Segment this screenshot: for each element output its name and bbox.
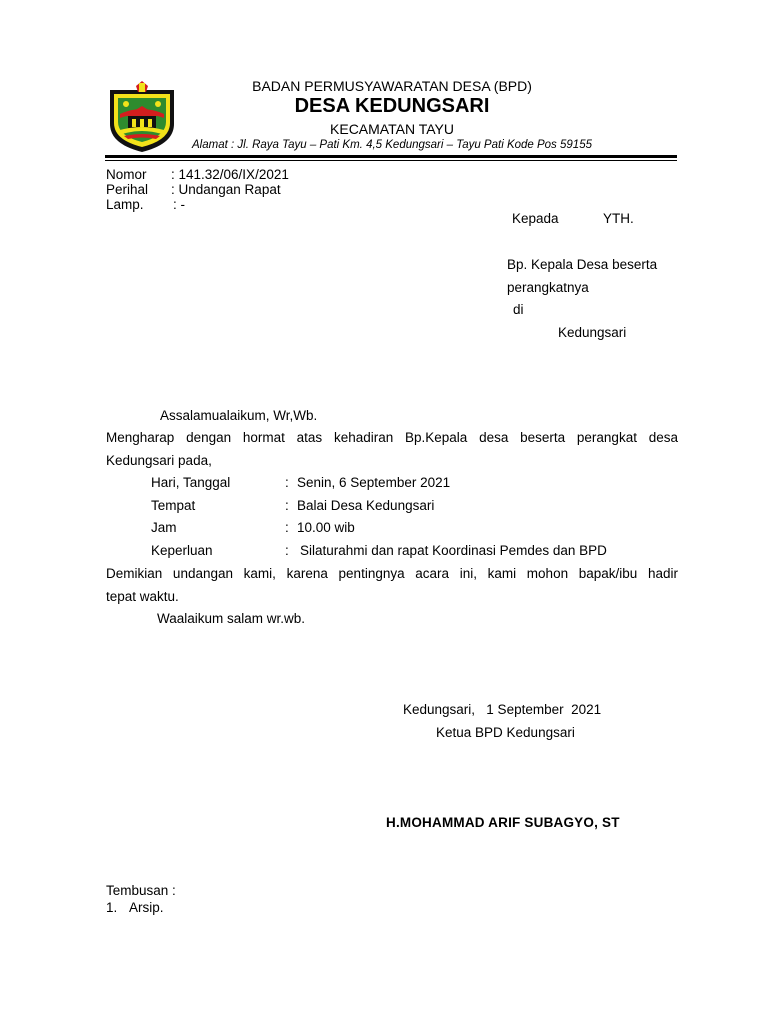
detail-label-time: Jam [151,520,177,535]
detail-colon: : [285,498,289,513]
paragraph1-line1: Mengharap dengan hormat atas kehadiran Bp.Kepala desa beserta perangkat desa [106,430,678,445]
recipient-line2: perangkatnya [507,280,589,295]
recipient-place: Kedungsari [558,325,627,340]
detail-colon: : [285,520,289,535]
recipient-yth: YTH. [603,211,634,226]
detail-value-place: Balai Desa Kedungsari [297,498,435,513]
letterhead-address: Alamat : Jl. Raya Tayu – Pati Km. 4,5 Kedungsari – Tayu Pati Kode Pos 59155 [192,139,592,151]
cc-label: Tembusan : [106,883,176,898]
detail-colon: : [285,475,289,490]
signature-title: Ketua BPD Kedungsari [436,725,575,740]
detail-label-day: Hari, Tanggal [151,475,231,490]
letterhead-org: BADAN PERMUSYAWARATAN DESA (BPD) [252,78,532,94]
signature-place-date: Kedungsari, 1 September 2021 [403,702,602,717]
lamp-value: : - [173,197,185,212]
detail-value-time: 10.00 wib [297,520,355,535]
recipient-kepada: Kepada [512,211,559,226]
paragraph1-line2: Kedungsari pada, [106,453,212,468]
letterhead-village: DESA KEDUNGSARI [294,95,490,117]
letterhead-rule-thick [105,155,677,158]
cc-item-text: Arsip. [129,900,164,915]
signature-name: H.MOHAMMAD ARIF SUBAGYO, ST [386,815,620,830]
recipient-di: di [513,302,524,317]
closing-salam: Waalaikum salam wr.wb. [157,611,306,626]
detail-label-purpose: Keperluan [151,543,213,558]
cc-item-number: 1. [106,900,118,915]
detail-value-day: Senin, 6 September 2021 [297,475,451,490]
recipient-line1: Bp. Kepala Desa beserta [507,257,658,272]
nomor-label: Nomor [106,167,147,182]
detail-label-place: Tempat [151,498,196,513]
letterhead-rule-thin [105,160,677,161]
nomor-value: : 141.32/06/IX/2021 [171,167,289,182]
paragraph2-line1: Demikian undangan kami, karena pentingnya acara ini, kami mohon bapak/ibu hadir [106,566,678,581]
lamp-label: Lamp. [106,197,144,212]
detail-colon: : [285,543,289,558]
perihal-label: Perihal [106,182,149,197]
letterhead-district: KECAMATAN TAYU [330,121,454,137]
detail-value-purpose: Silaturahmi dan rapat Koordinasi Pemdes dan BPD [300,543,607,558]
greeting: Assalamualaikum, Wr,Wb. [160,408,318,423]
paragraph2-line2: tepat waktu. [106,589,179,604]
perihal-value: : Undangan Rapat [171,182,281,197]
